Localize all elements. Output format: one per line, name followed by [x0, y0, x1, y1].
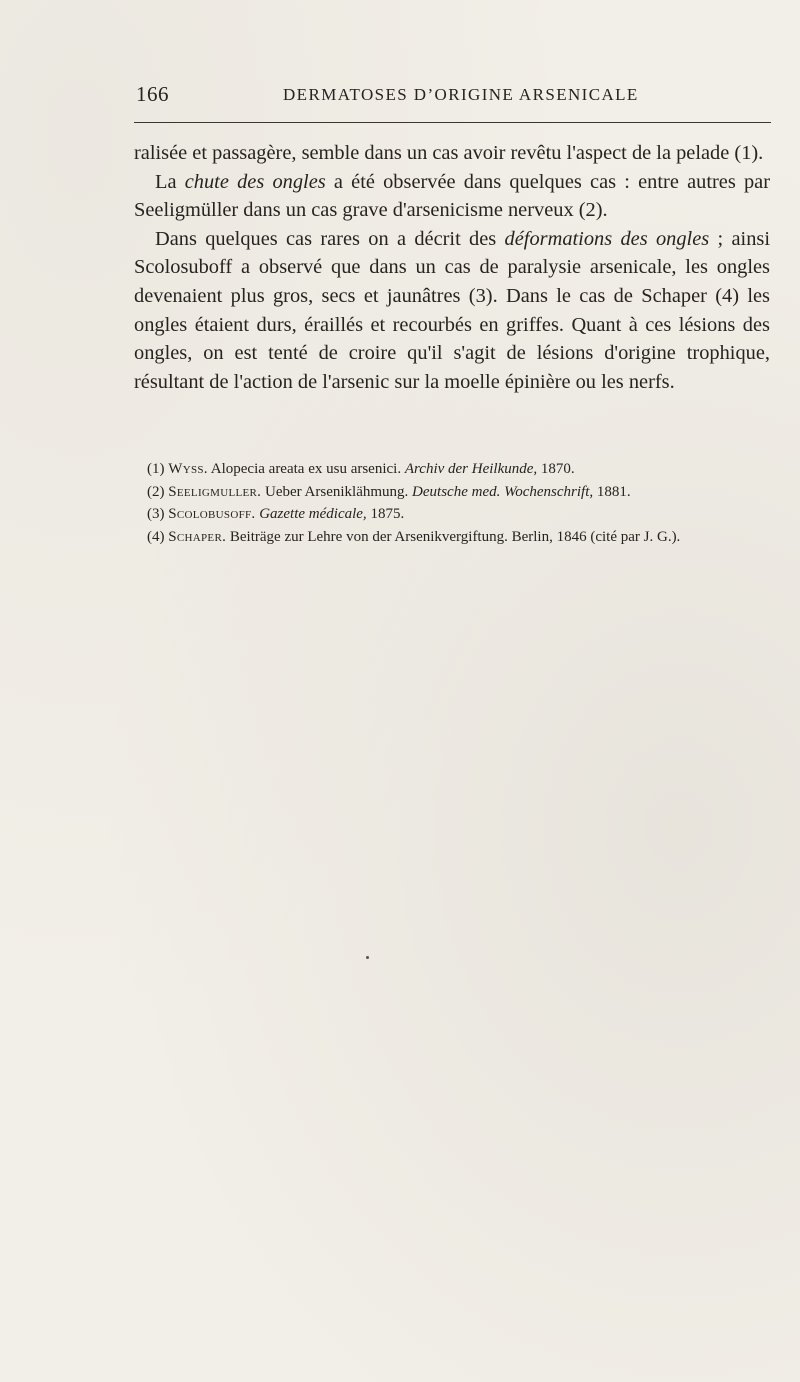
- header-rule: [134, 122, 771, 123]
- footnote-text: Alopecia areata ex usu arsenici.: [207, 461, 405, 477]
- main-text: [134, 139, 770, 396]
- footnote-4: [134, 526, 770, 549]
- footnote-2: [134, 481, 770, 504]
- footnote-journal: Deutsche med. Wochenschrift,: [412, 483, 594, 500]
- footnote-year: 1881.: [593, 483, 631, 500]
- footnote-journal: Gazette médicale,: [259, 506, 367, 523]
- paragraph-1: [134, 139, 770, 168]
- footnote-text: Beiträge zur Lehre von der Arsenikvergiftung. Berlin, 1846 (cité par J. G.).: [226, 528, 681, 545]
- footnote-marker: (1): [147, 461, 169, 477]
- footnote-year: 1875.: [366, 506, 405, 523]
- italic-term: déformations des ongles: [504, 227, 710, 250]
- footnote-author: Schaper.: [168, 528, 227, 545]
- footnote-journal: Archiv der Heilkunde,: [404, 461, 538, 477]
- italic-term: chute des ongles: [184, 170, 326, 193]
- running-title: DERMATOSES D’ORIGINE ARSENICALE: [283, 85, 639, 104]
- paragraph-text: a été observée dans quelques cas : entre autres par Seeligmüller dans un cas grave d'arsenicisme nerveux (2).: [134, 170, 771, 222]
- paragraph-text: ralisée et passagère, semble dans un cas avoir revêtu l'aspect de la pelade (1).: [134, 142, 764, 164]
- ink-speck: [366, 956, 369, 959]
- footnote-text: Ueber Arseniklähmung.: [261, 483, 413, 500]
- page-header: [136, 82, 776, 112]
- page-number: 166: [136, 82, 169, 106]
- footnote-author: Wyss.: [168, 461, 208, 477]
- paragraph-text: La: [155, 170, 185, 193]
- footnote-author: Seeligmuller.: [168, 483, 262, 500]
- footnotes: [134, 458, 770, 548]
- footnote-author: Scolobusoff.: [168, 506, 256, 523]
- paragraph-3: [134, 225, 770, 397]
- paragraph-text: ; ainsi Scolosuboff a observé que dans un cas de paralysie arsenicale, les ongles devenaient plus gros, secs et jaunâtres (3). Dans le cas de Schaper (4) les ongles étaient durs, éraillés et recourbés en griffes. Quant à ces lésions des ongles, on est tenté de croire qu'il s'agit de lésions d'origine trophique, résultant de l'action de l'arsenic sur la moelle épinière ou les nerfs.: [134, 227, 770, 393]
- footnote-year: 1870.: [537, 461, 575, 477]
- footnote-marker: (2): [147, 483, 169, 500]
- footnote-marker: (3): [147, 506, 169, 523]
- footnote-1: [134, 458, 770, 481]
- footnote-3: [134, 503, 770, 526]
- paragraph-text: Dans quelques cas rares on a décrit des: [155, 227, 505, 250]
- paragraph-2: [134, 168, 770, 225]
- footnote-marker: (4): [147, 528, 169, 545]
